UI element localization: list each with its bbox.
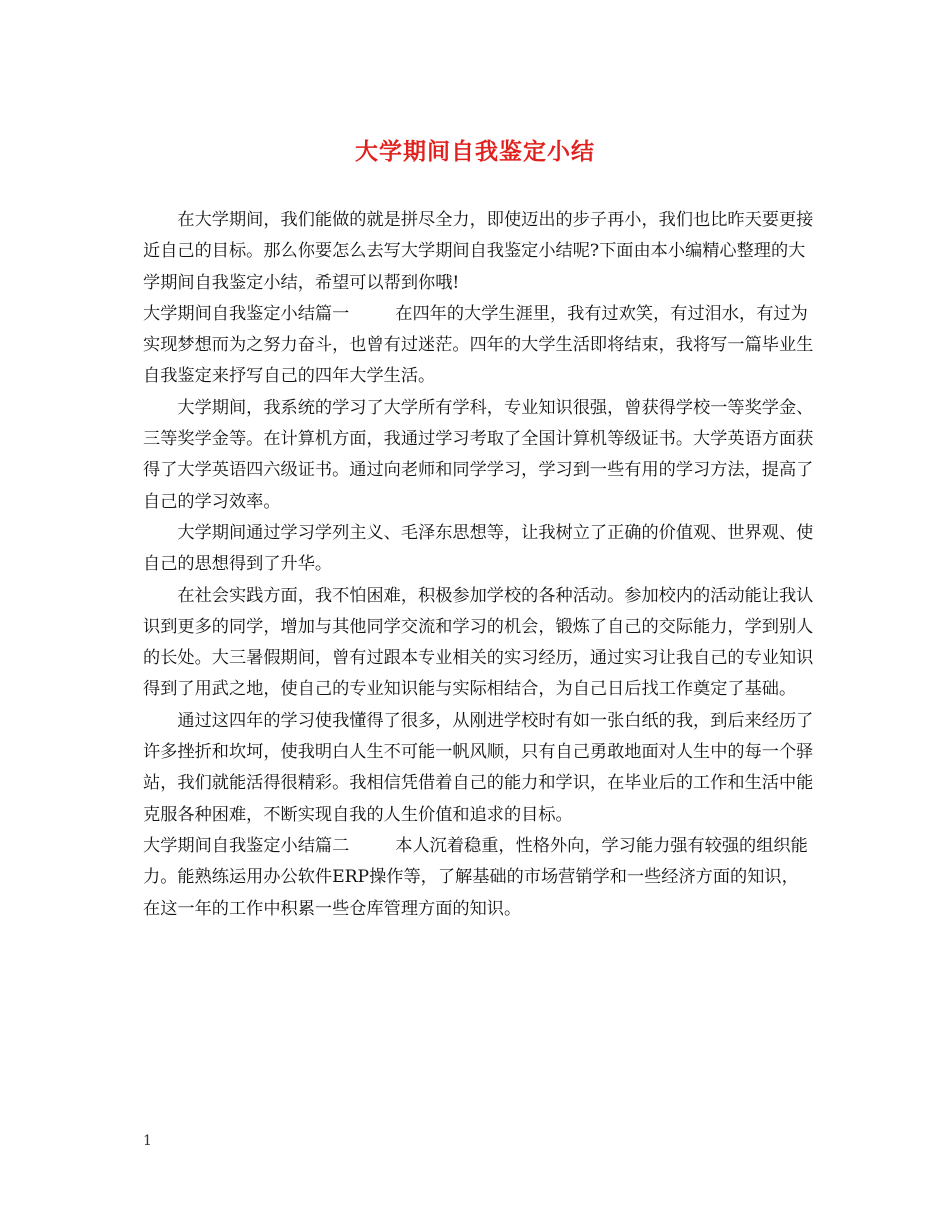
section-one-heading: 大学期间自我鉴定小结篇一 [143,303,350,324]
section-two-text: 本人沉着稳重，性格外向，学习能力强有较强的组织能力。能熟练运用办公软件ERP操作等，了解基础的市场营销学和一些经济方面的知识，在这一年的工作中积累一些仓库管理方面的知识。 [143,835,808,919]
practice-paragraph: 在社会实践方面，我不怕困难，积极参加学校的各种活动。参加校内的活动能让我认识到更多的同学，增加与其他同学交流和学习的机会，锻炼了自己的交际能力，学到别人的长处。大三暑假期间，曾有过跟本专业相关的实习经历，通过实习让我自己的专业知识得到了用武之地，使自己的专业知识能与实际相结合，为自己日后找工作奠定了基础。 [143,585,814,700]
section-two-heading: 大学期间自我鉴定小结篇二 [143,835,350,856]
document-body [143,205,815,925]
reflection-paragraph: 通过这四年的学习使我懂得了很多，从刚进学校时有如一张白纸的我，到后来经历了许多挫折和坎坷，使我明白人生不可能一帆风顺，只有自己勇敢地面对人生中的每一个驿站，我们就能活得很精彩。我相信凭借着自己的能力和学识，在毕业后的工作和生活中能克服各种困难，不断实现自我的人生价值和追求的目标。 [143,710,814,825]
study-paragraph: 大学期间，我系统的学习了大学所有学科，专业知识很强，曾获得学校一等奖学金、三等奖学金等。在计算机方面，我通过学习考取了全国计算机等级证书。大学英语方面获得了大学英语四六级证书。通过向老师和同学学习，学习到一些有用的学习方法，提高了自己的学习效率。 [143,397,814,512]
intro-paragraph: 在大学期间，我们能做的就是拼尽全力，即使迈出的步子再小，我们也比昨天要更接近自己的目标。那么你要怎么去写大学期间自我鉴定小结呢?下面由本小编精心整理的大学期间自我鉴定小结，希望可以帮到你哦! [143,210,814,293]
ideology-paragraph: 大学期间通过学习学列主义、毛泽东思想等，让我树立了正确的价值观、世界观、使自己的思想得到了升华。 [143,522,814,575]
page-number: 1 [143,1133,152,1149]
section-one-paragraph [143,299,815,393]
section-two-paragraph [143,831,815,925]
document-title: 大学期间自我鉴定小结 [355,139,595,165]
section-one-text: 在四年的大学生涯里，我有过欢笑，有过泪水，有过为实现梦想而为之努力奋斗，也曾有过迷茫。四年的大学生活即将结束，我将写一篇毕业生自我鉴定来抒写自己的四年大学生活。 [143,303,814,387]
